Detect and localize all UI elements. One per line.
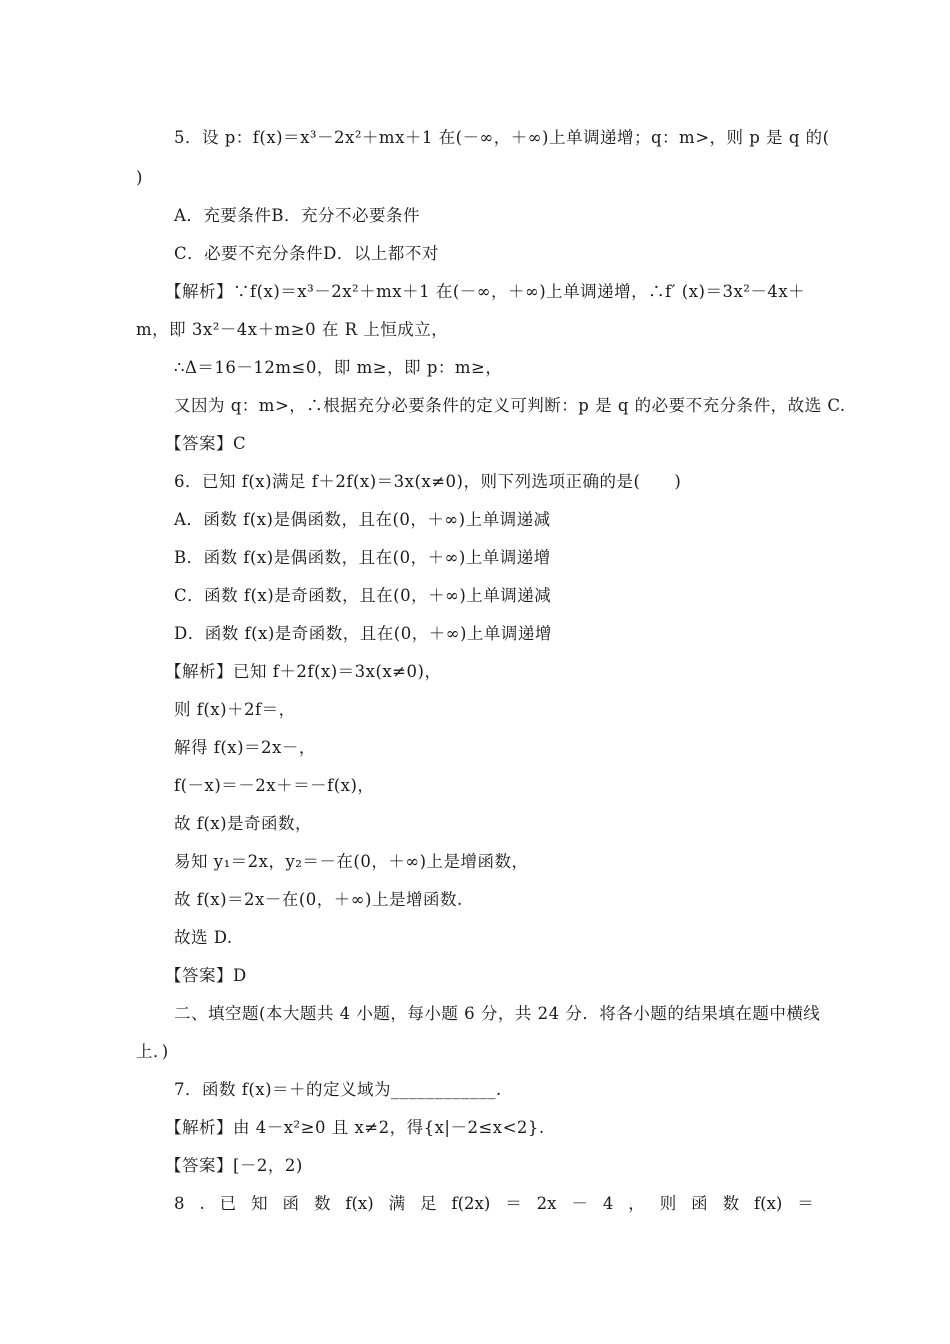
section-2-heading-cont: 上．) xyxy=(136,1042,169,1061)
question-5-options-cd: C．必要不充分条件D．以上都不对 xyxy=(174,244,439,263)
question-7-analysis: 【解析】由 4－x²≥0 且 x≠2，得{x|－2≤x<2}. xyxy=(165,1118,545,1137)
question-8-token: f(x) xyxy=(754,1194,783,1213)
question-8-token: 4 xyxy=(602,1194,614,1213)
question-6-analysis-line: 故 f(x)＝2x－在(0，＋∞)上是增函数. xyxy=(174,890,463,909)
question-8-token: 数 xyxy=(313,1194,331,1213)
question-8-token: . xyxy=(199,1194,205,1213)
question-6-option-b: B．函数 f(x)是偶函数，且在(0，＋∞)上单调递增 xyxy=(174,548,551,567)
question-6-stem: 6．已知 f(x)满足 f＋2f(x)＝3x(x≠0)，则下列选项正确的是( ) xyxy=(174,472,682,491)
question-6-option-c: C．函数 f(x)是奇函数，且在(0，＋∞)上单调递减 xyxy=(174,586,552,605)
question-8-token: ＝ xyxy=(797,1194,814,1213)
question-5-analysis-cont: m，即 3x²－4x＋m≥0 在 R 上恒成立， xyxy=(136,320,449,339)
section-2-heading: 二、填空题(本大题共 4 小题，每小题 6 分，共 24 分．将各小题的结果填在题中横线 xyxy=(174,1004,821,1023)
question-8-token: 数 xyxy=(722,1194,740,1213)
question-5-analysis-line: ∴Δ＝16－12m≤0，即 m≥，即 p：m≥， xyxy=(174,358,503,377)
question-8-token: － xyxy=(571,1194,588,1213)
question-5-answer: 【答案】C xyxy=(165,434,247,453)
question-8-token: 足 xyxy=(420,1194,437,1213)
question-5-stem: 5．设 p：f(x)＝x³－2x²＋mx＋1 在(－∞，＋∞)上单调递增；q：m>，则 p 是 q 的( xyxy=(174,128,830,147)
question-6-analysis-line: 故选 D. xyxy=(174,928,233,947)
question-8-token: ＝ xyxy=(505,1194,522,1213)
question-6-analysis-line: 易知 y₁＝2x，y₂＝－在(0，＋∞)上是增函数， xyxy=(174,852,529,871)
question-5-options-ab: A．充要条件B．充分不必要条件 xyxy=(174,206,421,225)
question-8-token: f(2x) xyxy=(451,1194,491,1213)
question-8-token: 函 xyxy=(282,1194,299,1213)
question-6-analysis: 【解析】已知 f＋2f(x)＝3x(x≠0)， xyxy=(165,662,442,681)
question-7-answer: 【答案】[－2，2) xyxy=(165,1156,303,1175)
question-8-token: 满 xyxy=(388,1194,406,1213)
question-5-analysis: 【解析】∵f(x)＝x³－2x²＋mx＋1 在(－∞，＋∞)上单调递增，∴f′ (x)＝3x²－4x＋ xyxy=(165,282,806,301)
question-8-token: 函 xyxy=(691,1194,708,1213)
question-6-answer: 【答案】D xyxy=(165,966,247,985)
question-8-token: 8 xyxy=(174,1194,185,1213)
question-6-option-a: A．函数 f(x)是偶函数，且在(0，＋∞)上单调递减 xyxy=(174,510,551,529)
question-8-token: 知 xyxy=(251,1194,268,1213)
question-6-option-d: D．函数 f(x)是奇函数，且在(0，＋∞)上单调递增 xyxy=(174,624,552,643)
question-6-analysis-line: 则 f(x)＋2f＝， xyxy=(174,700,296,719)
question-5-analysis-line: 又因为 q：m>，∴根据充分必要条件的定义可判断：p 是 q 的必要不充分条件，故选 C. xyxy=(174,396,846,415)
question-8-token: 已 xyxy=(219,1194,237,1213)
question-6-analysis-line: f(－x)＝－2x＋＝－f(x)， xyxy=(174,776,375,795)
question-8-stem xyxy=(174,1193,814,1215)
question-8-token: 2x xyxy=(536,1194,557,1213)
question-8-token: f(x) xyxy=(345,1194,374,1213)
question-5-stem-cont: ) xyxy=(136,168,143,187)
question-8-token: 则 xyxy=(659,1194,677,1213)
question-6-analysis-line: 故 f(x)是奇函数， xyxy=(174,814,313,833)
question-8-token: ， xyxy=(628,1194,645,1213)
question-6-analysis-line: 解得 f(x)＝2x－， xyxy=(174,738,316,757)
question-7-stem: 7．函数 f(x)＝＋的定义域为____________. xyxy=(174,1080,502,1099)
